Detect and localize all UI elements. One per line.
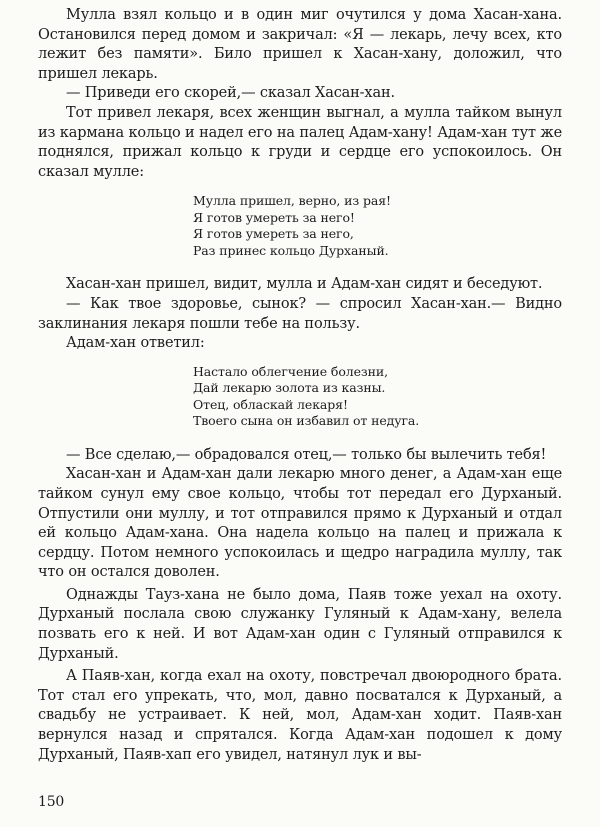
verse-line: Твоего сына он избавил от недуга. [193,413,420,429]
paragraph: — Приведи его скорей,— сказал Хасан-хан. [66,85,395,102]
prose-block-middle [38,275,562,353]
paragraph: Хасан-хан пришел, видит, мулла и Адам-хан сидят и беседуют. [66,276,543,293]
paragraph: А Паяв-хан, когда ехал на охоту, повстречал двоюродного брата. Тот стал его упрекать, что, мол, давно посватался к Дурханый, а свадьбу не устраивает. К ней, мол, Адам-хан ходит. Паяв-хан вернулся назад и спрятался. Когда Адам-хан подошел к дому Дурханый, Паяв-хап его увидел, натянул лук и вы- [38,668,562,763]
verse-line: Раз принес кольцо Дурханый. [193,242,389,258]
prose-block-bottom [38,446,562,766]
verse-line: Мулла пришел, верно, из рая! [193,193,391,209]
page-number: 150 [38,794,65,810]
prose-block-top [38,6,562,182]
paragraph: Хасан-хан и Адам-хан дали лекарю много денег, а Адам-хан еще тайком сунул ему свое кольцо, чтобы тот передал его Дурханый. Отпустили они муллу, и тот отправился прямо к Дурханый и отдал ей кольцо Адам-хана. Она надела кольцо на палец и прижала к сердцу. Потом немного успокоилась и щедро наградила муллу, так что он остался доволен. [38,466,562,581]
verse-line: Я готов умереть за него, [193,226,354,242]
paragraph: — Все сделаю,— обрадовался отец,— только бы вылечить тебя! [66,446,547,463]
paragraph: Однажды Тауз-хана не было дома, Паяв тоже уехал на охоту. Дурханый послала свою служанку Гуляный к Адам-хану, велела позвать его к ней. И вот Адам-хан один с Гуляный отправился к Дурханый. [38,586,562,662]
verse-line: Отец, обласкай лекаря! [193,396,348,412]
verse-line: Я готов умереть за него! [193,209,355,225]
paragraph: — Как твое здоровье, сынок? — спросил Хасан-хан.— Видно заклинания лекаря пошли тебе на пользу. [38,295,562,332]
paragraph: Тот привел лекаря, всех женщин выгнал, а мулла тайком вынул из кармана кольцо и надел его на палец Адам-хану! Адам-хан тут же поднялся, прижал кольцо к груди и сердце его успокоилось. Он сказал мулле: [38,104,562,180]
paragraph: Адам-хан ответил: [66,335,205,352]
verse-block [38,193,562,259]
verse-block [38,364,562,430]
paragraph: Мулла взял кольцо и в один миг очутился у дома Хасан-хана. Остановился перед домом и закричал: «Я — лекарь, лечу всех, кто лежит без памяти». Било пришел к Хасан-хану, доложил, что пришел лекарь. [38,7,562,82]
verse-line: Дай лекарю золота из казны. [193,380,386,396]
verse-line: Настало облегчение болезни, [193,363,388,379]
